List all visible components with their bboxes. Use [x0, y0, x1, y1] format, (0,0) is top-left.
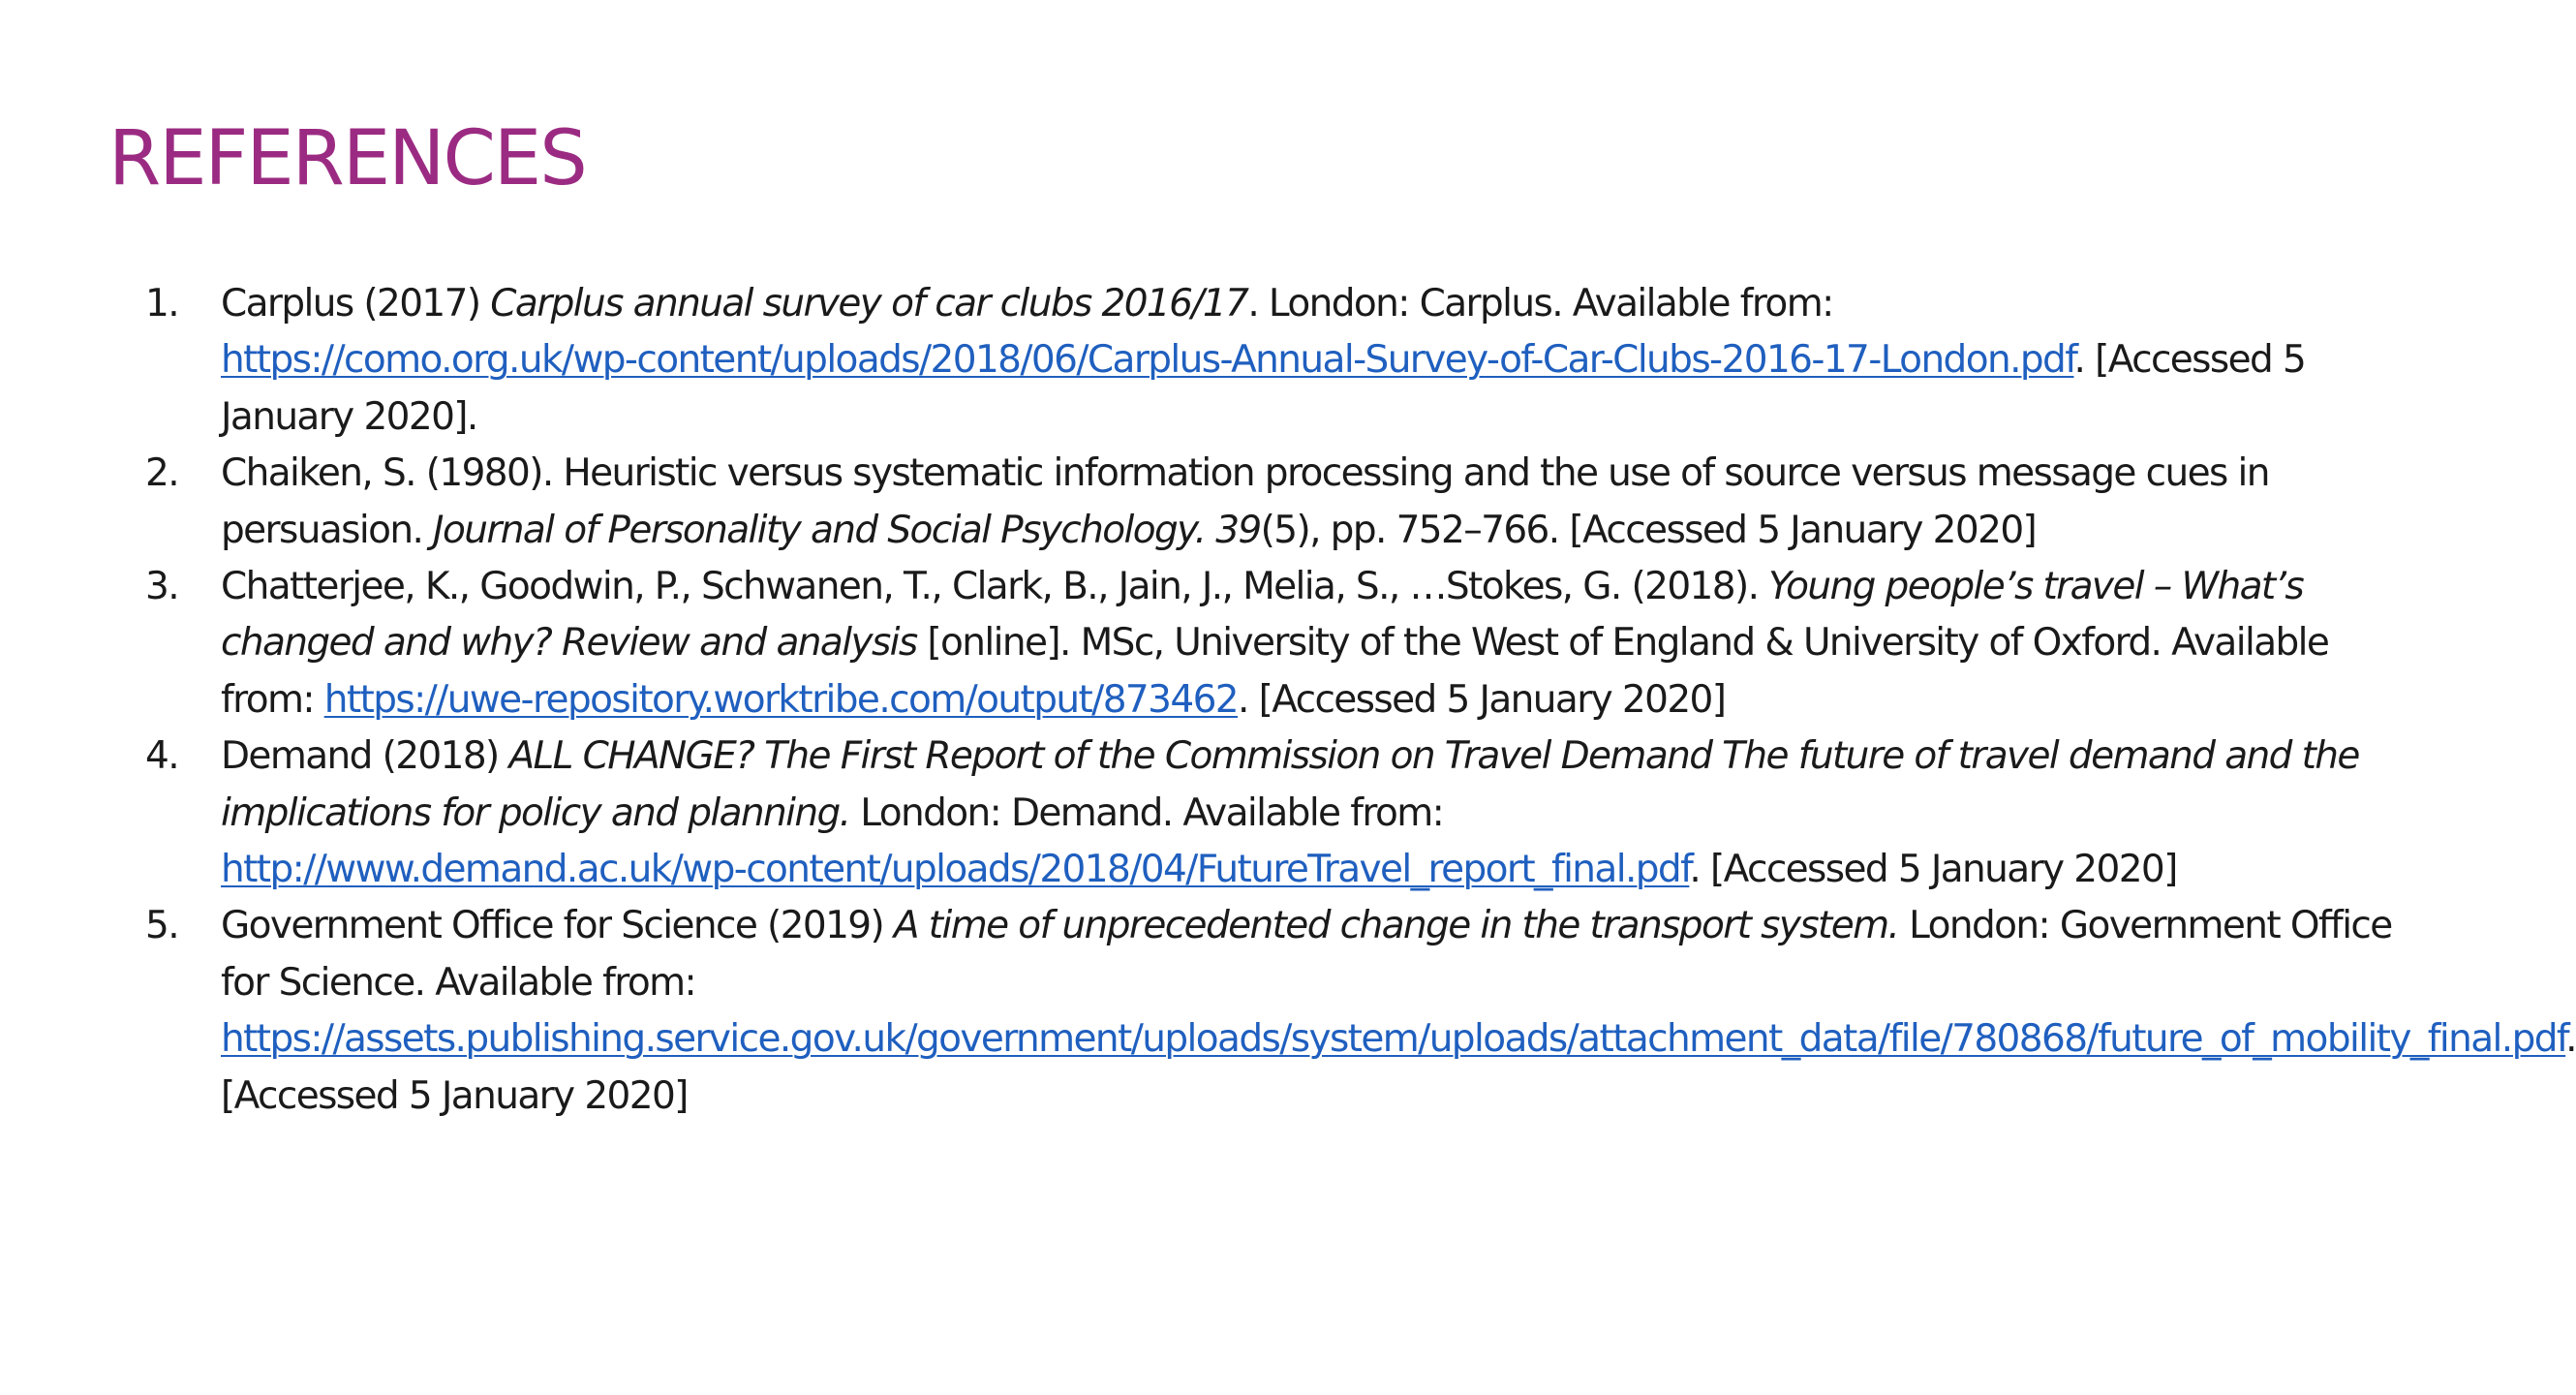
reference-link[interactable]: https://assets.publishing.service.gov.uk/government/uploads/system/uploads/attachment_data/file/780868/future_of_mobility_final.pdf: [221, 1017, 2566, 1062]
reference-author-year: Government Office for Science (2019): [221, 904, 894, 948]
reference-journal: Journal of Personality and Social Psychology. 39: [433, 508, 1261, 552]
reference-publisher: . London: Carplus. Available from:: [1247, 282, 1833, 326]
reference-publisher: London: Demand. Available from:: [849, 790, 1444, 835]
reference-citation-text: Chaiken, S. (1980). Heuristic versus systematic information processing and the use of source versus message cues in persuasion.: [221, 451, 2269, 552]
reference-number: 1.: [145, 282, 179, 326]
reference-accessed: . [Accessed 5 January 2020]: [1238, 677, 1726, 722]
reference-accessed: . [Accessed 5 January 2020].: [221, 338, 2306, 439]
reference-list: [145, 276, 2576, 1125]
page-title: REFERENCES: [108, 115, 586, 202]
reference-item-1: [145, 276, 2409, 446]
reference-accessed: (5), pp. 752–766. [Accessed 5 January 2020]: [1260, 508, 2037, 552]
reference-item-5: [145, 898, 2576, 1125]
reference-link[interactable]: https://como.org.uk/wp-content/uploads/2018/06/Carplus-Annual-Survey-of-Car-Clubs-2016-17-London.pdf: [221, 338, 2074, 383]
reference-publisher: [online]. MSc, University of the West of England & University of Oxford. Available from:: [221, 621, 2329, 722]
reference-item-2: [145, 446, 2409, 559]
reference-number: 4.: [145, 734, 179, 779]
reference-number: 2.: [145, 451, 179, 496]
reference-publisher: London: Government Office for Science. Available from:: [221, 904, 2392, 1005]
reference-number: 3.: [145, 565, 179, 609]
reference-title: A time of unprecedented change in the transport system.: [893, 904, 1899, 948]
reference-author-year: Carplus (2017): [221, 282, 491, 326]
reference-title: Young people’s travel – What’s changed and why? Review and analysis: [221, 565, 2304, 666]
reference-title: ALL CHANGE? The First Report of the Commission on Travel Demand The future of travel demand and the implications for policy and planning.: [221, 734, 2359, 835]
reference-accessed: . [Accessed 5 January 2020]: [1689, 848, 2177, 892]
reference-item-4: [145, 728, 2409, 898]
reference-title: Carplus annual survey of car clubs 2016/17: [490, 282, 1248, 326]
reference-author-year: Demand (2018): [221, 734, 509, 779]
reference-accessed: . [Accessed 5 January 2020]: [221, 1017, 2576, 1118]
reference-link[interactable]: https://uwe-repository.worktribe.com/output/873462: [323, 677, 1238, 722]
reference-link[interactable]: http://www.demand.ac.uk/wp-content/uploads/2018/04/FutureTravel_report_final.pdf: [221, 848, 1690, 892]
reference-authors: Chatterjee, K., Goodwin, P., Schwanen, T., Clark, B., Jain, J., Melia, S., …Stokes, G. (2018).: [221, 565, 1769, 609]
reference-item-3: [145, 559, 2409, 728]
reference-number: 5.: [145, 904, 179, 948]
